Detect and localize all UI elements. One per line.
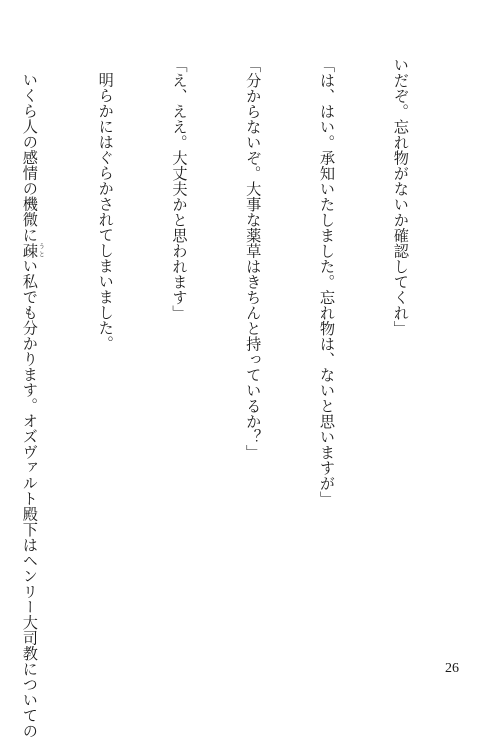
page-number: 26 (445, 661, 459, 676)
text-line-2: 「は、はい。承知いたしました。忘れ物は、ないと思いますが」 (318, 57, 337, 507)
text-line-4: 「え、ええ。大丈夫かと思われます」 (170, 57, 189, 321)
text-line-6: いくら人の感情の機微に疎うとい私でも分かります。オズヴァルト殿下はヘンリー大司教についての (20, 72, 45, 739)
text-line-5: 明らかにはぐらかされてしまいました。 (96, 72, 115, 351)
text-line-1: いだぞ。忘れ物がないか確認してくれ」 (391, 57, 410, 336)
text-line-3: 「分からないぞ。大事な薬草はきちんと持っているか？」 (244, 57, 263, 460)
ruby-reading-utoi: うと (37, 242, 45, 258)
ruby-utoi: 疎うと (20, 242, 45, 258)
